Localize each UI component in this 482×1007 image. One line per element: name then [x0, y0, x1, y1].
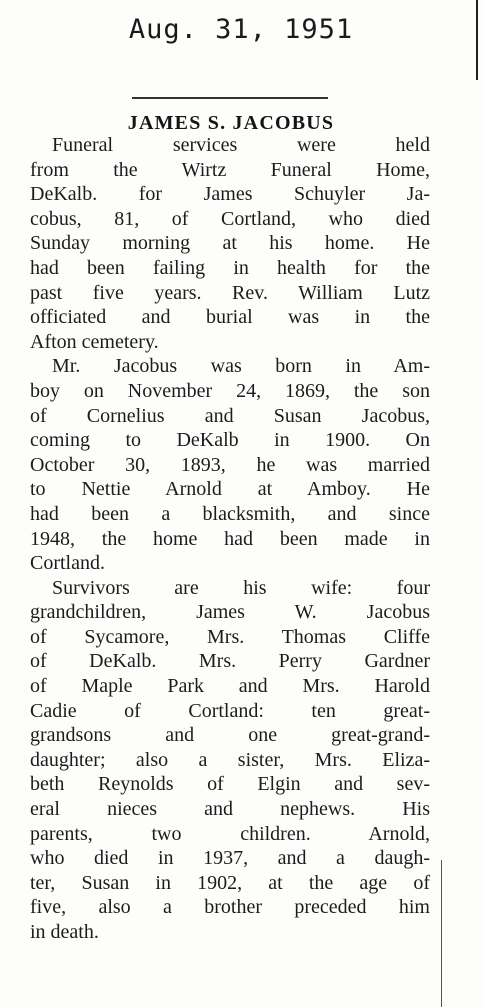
text-line: grandsons and one great-grand-	[30, 724, 430, 747]
text-line: had been failing in health for the	[30, 256, 430, 279]
text-line: Funeral services were held	[52, 134, 430, 156]
text-line: who died in 1937, and a daugh-	[30, 847, 430, 870]
text-line: beth Reynolds of Elgin and sev-	[30, 773, 430, 796]
text-line: daughter; also a sister, Mrs. Eliza-	[30, 748, 430, 771]
text-line: of Cornelius and Susan Jacobus,	[30, 404, 430, 427]
header-rule	[132, 97, 328, 99]
text-line: Afton cemetery.	[30, 330, 159, 353]
text-line: Survivors are his wife: four	[52, 576, 430, 599]
text-line: of Sycamore, Mrs. Thomas Cliffe	[30, 625, 430, 648]
obituary-body	[30, 133, 430, 945]
text-line: Mr. Jacobus was born in Am-	[52, 355, 430, 378]
text-line: five, also a brother preceded him	[30, 896, 430, 919]
text-line: Cortland.	[30, 552, 105, 575]
text-line: October 30, 1893, he was married	[30, 453, 430, 476]
text-line: to Nettie Arnold at Amboy. He	[30, 478, 430, 501]
text-line: boy on November 24, 1869, the son	[30, 379, 430, 402]
text-line: grandchildren, James W. Jacobus	[30, 601, 430, 624]
text-line: from the Wirtz Funeral Home,	[30, 158, 430, 181]
scan-edge-mark	[441, 860, 442, 1007]
text-line: past five years. Rev. William Lutz	[30, 281, 430, 304]
text-line: of DeKalb. Mrs. Perry Gardner	[30, 650, 430, 673]
text-line: coming to DeKalb in 1900. On	[30, 429, 430, 452]
text-line: 1948, the home had been made in	[30, 527, 430, 550]
text-line: DeKalb. for James Schuyler Ja-	[30, 183, 430, 206]
text-line: Sunday morning at his home. He	[30, 232, 430, 255]
text-line: officiated and burial was in the	[30, 306, 430, 329]
text-line: ter, Susan in 1902, at the age of	[30, 871, 430, 894]
clipping-date: Aug. 31, 1951	[128, 14, 354, 45]
text-line: eral nieces and nephews. His	[30, 798, 430, 821]
obituary-headline: JAMES S. JACOBUS	[127, 112, 335, 134]
text-line: cobus, 81, of Cortland, who died	[30, 207, 430, 230]
text-line: Cadie of Cortland: ten great-	[30, 699, 430, 722]
text-line: in death.	[30, 921, 99, 943]
text-line: parents, two children. Arnold,	[30, 822, 430, 845]
text-line: of Maple Park and Mrs. Harold	[30, 675, 430, 698]
text-line: had been a blacksmith, and since	[30, 502, 430, 525]
